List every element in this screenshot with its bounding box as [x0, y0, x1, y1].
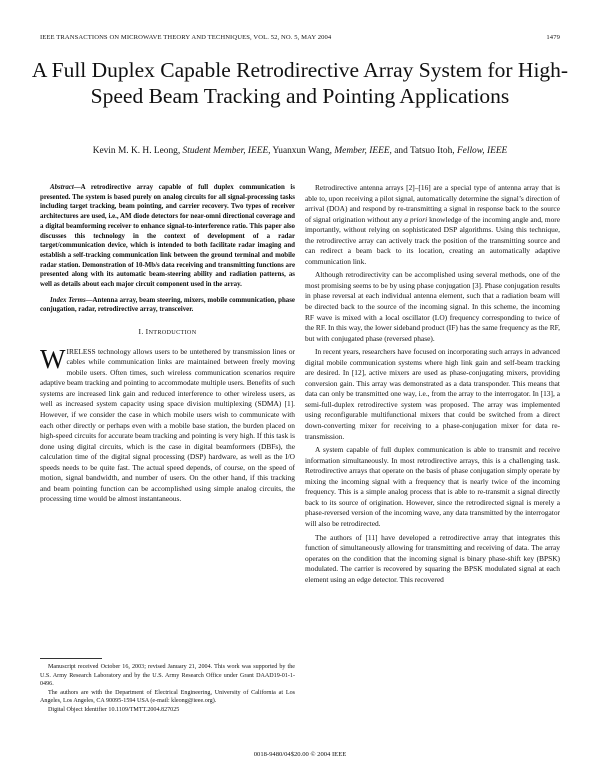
section-numeral: I. I — [138, 327, 149, 337]
left-column — [40, 183, 295, 505]
copyright-line: 0018-9480/04$20.00 © 2004 IEEE — [253, 751, 347, 758]
footnotes — [40, 658, 295, 715]
index-terms — [40, 296, 295, 315]
right-paragraph-3: In recent years, researchers have focused on incorporating such arrays in advanced digital mobile communication systems where high link gain and self-beam tracking are desired. In [12], active mixers are used as phase-conjugating mixers, providing conversion gain. This array was demonstrated as a data transponder. This means that data can only be transmitted one way, i.e., from the array to the interrogator. In [13], a semi-full-duplex retrodirective system was proposed. The array was implemented using reconfigurable multifunctional mixers that could be switched from a direct down-converting mixer for receiving to a phase-conjugation mixer for data re-transmission. — [305, 347, 560, 441]
author-2-name: Yuanxun Wang, — [272, 146, 333, 156]
footnote-affiliation: The authors are with the Department of Electrical Engineering, University of California at Los Angeles, Los Angeles, CA 90095-1594 USA (e-mail: kleong@ieee.org). — [40, 689, 295, 705]
right-paragraph-4: A system capable of full duplex communication is able to transmit and receive information simultaneously. In most retrodirective arrays, this is a challenging task. Retrodirective arrays that operate on the basis of phase conjugation simply operate by mixing the incoming signal with a frequency that is nearly twice of the incoming frequency. This is a simple analog process that is able to re-transmit a signal directly back to its source of origination. However, since the retrodirected signal is merely a phase-reversed version of the incoming wave, any data transmitted by the interrogator will also be retrodirected. — [305, 445, 560, 528]
abstract — [40, 183, 295, 290]
right-paragraph-1 — [305, 183, 560, 267]
author-line — [30, 146, 570, 156]
right-column — [305, 183, 560, 585]
author-1-role: Student Member, IEEE, — [182, 146, 271, 156]
right-paragraph-5: The authors of [11] have developed a retrodirective array that integrates this function of simultaneously allowing for transmitting and receiving of data. The array operates on the condition that the incoming signal is binary phase-shift key (BPSK) modulated. The carrier is recovered by squaring the BPSK modulated signal at each element using an edge detector. This recovered — [305, 532, 560, 584]
right-paragraph-1-emphasis: a priori — [404, 214, 428, 224]
footnote-doi: Digital Object Identifier 10.1109/TMTT.2004.827025 — [48, 706, 180, 713]
index-terms-text: —Antenna array, beam steering, mixers, mobile communication, phase conjugation, radar, retrodirective array, transceiver. — [40, 296, 295, 314]
author-1-name: Kevin M. K. H. Leong, — [92, 146, 181, 156]
journal-header: IEEE TRANSACTIONS ON MICROWAVE THEORY AND TECHNIQUES, VOL. 52, NO. 5, MAY 2004 — [40, 34, 332, 41]
abstract-label: Abstract — [50, 184, 74, 191]
drop-cap: W — [40, 343, 66, 374]
author-3-role: Fellow, IEEE — [456, 146, 508, 156]
right-paragraph-2: Although retrodirectivity can be accomplished using several methods, one of the most promising seems to be by using phase conjugation [3]. Phase conjugation results in phase reversal at each individual antenna element, such that a radiation beam will be directed back to the source of the incoming signal. In this scheme, the incoming RF wave is mixed with a local oscillator (LO) frequency corresponding to twice of the RF. In this way, the lower sideband product (IF) has the same frequency as the RF, but with conjugated phase (reversed phase). — [305, 270, 560, 343]
author-2-role: Member, IEEE, — [334, 146, 392, 156]
footnote-manuscript: Manuscript received October 16, 2003; revised January 21, 2004. This work was supported by the U.S. Army Research Laboratory and by the U.S. Army Research Office under Grant DAAD19-01-1-0496. — [40, 664, 295, 688]
abstract-text: —A retrodirective array capable of full duplex communication is presented. The system is based purely on analog circuits for all signal-processing tasks including target tracking, beam pointing, and carrier recovery. Two types of receiver architectures are used, i.e., AM diode detectors for near-omni directional coverage and a digital beamforming receiver to enhance signal-to-interference ratio. This paper also discusses this technology in the context of development of a radar target/communication device, which is intended to both facilitate radar imaging and establish a self-tracking communication link between the ground terminal and mobile radar station. Demonstration of 10-Mb/s data receiving and transmitting functions are presented along with its automatic beam-steering ability and radiation patterns, as well as details about each major circuit component used in the array. — [40, 184, 295, 289]
section-heading-introduction — [40, 327, 295, 339]
index-terms-label: Index Terms — [50, 296, 86, 304]
intro-paragraph-1-text: IRELESS technology allows users to be untethered by transmission lines or cables while communication links are maintained between freely moving mobile users. Often times, such wireless communication scenarios require adaptive beam tracking and pointing to accommodate multiple users. Benefits of such systems are increased link gain and reduced interference to other wireless users, as well as increased system capacity using space division multiplexing (SDMA) [1]. However, if we consider the case in which mobile users wish to communicate with each other directly or perhaps even with a mobile base station, the burden placed on high-speed circuits for accurate beam tracking and pointing is very high. If this task is done using digital circuits, which is the case in digital beamformers (DBFs), the calculation time of the digital signal processing (DSP) hardware, as well as the I/O speeds needs to be quite fast. The actual speed depends, of course, on the speed of motion, signal bandwidth, and number of users. On the other hand, if this tracking and beam pointing function can be accomplished using simple analog circuits, the processing time would be almost instantaneous. — [40, 346, 295, 504]
section-word: NTRODUCTION — [148, 329, 197, 337]
footnote-rule — [40, 658, 102, 659]
running-head — [40, 34, 560, 46]
intro-paragraph-1 — [40, 343, 295, 505]
author-3-name: and Tatsuo Itoh, — [394, 146, 455, 156]
page-number: 1479 — [546, 34, 560, 41]
right-paragraph-1-text-b: knowledge of the incoming angle and, more importantly, without relying on sophisticated DSP algorithms. Using this technique, the retrodirective array can actively track the position of the transmitting source and can redirect a beam back to its location, creating an automatically adaptive communication link. — [305, 214, 561, 266]
right-paragraph-1-text-a: Retrodirective antenna arrays [2]–[16] are a special type of antenna array that is able to, upon receiving a pilot signal, automatically determine the signal’s direction of arrival (DOA) and respond by re-transmitting a signal in response back to the source of signal origination without any — [305, 183, 560, 224]
paper-title: A Full Duplex Capable Retrodirective Array System for High-Speed Beam Tracking and Pointing Applications — [31, 58, 569, 108]
